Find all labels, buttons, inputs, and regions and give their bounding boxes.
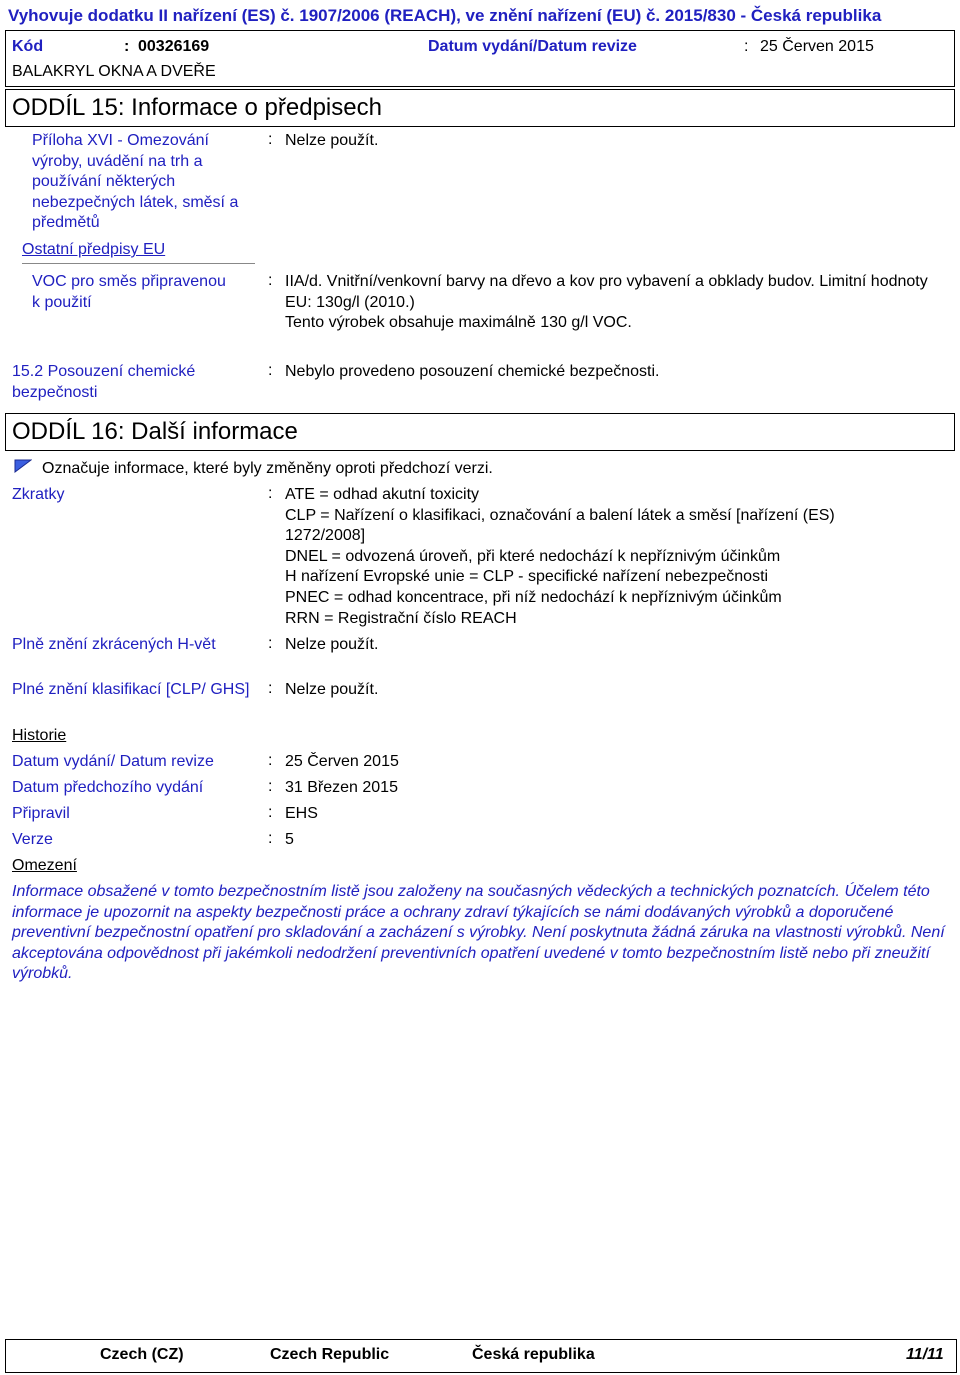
date-label: Datum vydání/Datum revize (428, 38, 637, 55)
footer-language: Czech (CZ) (100, 1346, 184, 1363)
version-value: 5 (285, 831, 294, 848)
voc-value-note: Tento výrobek obsahuje maximálně 130 g/l VOC. (285, 314, 632, 331)
abbreviations-label: Zkratky (12, 486, 65, 503)
chemical-safety-assessment-value: Nebylo provedeno posouzení chemické bezpečnosti. (285, 363, 660, 380)
previous-date-colon: : (268, 778, 273, 795)
issue-date-label: Datum vydání/ Datum revize (12, 753, 214, 770)
h-statements-label: Plně znění zkrácených H-vět (12, 636, 216, 653)
abbreviation-line: RRN = Registrační číslo REACH (285, 609, 517, 627)
h-statements-colon: : (268, 635, 273, 652)
abbreviation-line: H nařízení Evropské unie = CLP - specifické nařízení nebezpečnosti (285, 568, 769, 586)
footer-country-cs: Česká republika (472, 1346, 595, 1363)
prepared-by-colon: : (268, 804, 273, 821)
abbreviation-line: DNEL = odvozená úroveň, při které nedochází k nepříznivým účinkům (285, 547, 781, 565)
chemical-safety-assessment-label: 15.2 Posouzení chemické bezpečnosti (12, 363, 196, 401)
annex-xvi-value: Nelze použít. (285, 132, 379, 149)
other-eu-regulations-label: Ostatní předpisy EU (22, 241, 166, 258)
footer-country-en: Czech Republic (270, 1346, 390, 1363)
previous-date-label: Datum předchozího vydání (12, 779, 204, 796)
abbreviation-line: PNEC = odhad koncentrace, při níž nedochází k nepříznivým účinkům (285, 588, 782, 606)
voc-value: IIA/d. Vnitřní/venkovní barvy na dřevo a kov pro vybavení a obklady budov. Limitní hodnoty EU: 130g/l (2010.) (285, 273, 928, 311)
version-colon: : (268, 830, 273, 847)
blue-triangle-marker-icon (14, 459, 32, 478)
limitation-label: Omezení (12, 857, 77, 874)
product-name: BALAKRYL OKNA A DVEŘE (12, 63, 216, 80)
code-colon: : (124, 38, 130, 55)
section-16-title: ODDÍL 16: Další informace (12, 418, 298, 445)
disclaimer-text: Informace obsažené v tomto bezpečnostním listě jsou založeny na současných vědeckých a technických poznatcích. Účelem této informace je upozornit na aspekty bezpečnosti práce a ochrany zdraví týkajících se námi dodávaných výrobků a doporučené preventivní bezpečnostní opatření pro skladování a zacházení s výrobky. Není poskytnuta žádná záruka na vlastnosti výrobků. Není akceptována odpovědnost při jakémkoli nedodržení preventivních opatření uvedené v tomto bezpečnostním listě nebo při zneužití výrobků. (12, 883, 945, 983)
prepared-by-value: EHS (285, 805, 318, 822)
abbreviations-list (285, 485, 895, 629)
issue-date-value: 25 Červen 2015 (285, 753, 399, 770)
change-note: Označuje informace, které byly změněny oproti předchozí verzi. (42, 460, 493, 477)
annex-xvi-colon: : (268, 131, 273, 148)
divider (22, 263, 255, 264)
classification-label: Plné znění klasifikací [CLP/ GHS] (12, 681, 250, 698)
version-label: Verze (12, 831, 53, 848)
abbreviations-colon: : (268, 485, 273, 502)
voc-colon: : (268, 272, 273, 289)
date-value: 25 Červen 2015 (760, 38, 874, 55)
date-colon: : (744, 38, 749, 55)
classification-value: Nelze použít. (285, 681, 379, 698)
document-header-title: Vyhovuje dodatku II nařízení (ES) č. 1907/2006 (REACH), ve znění nařízení (EU) č. 2015/830 - Česká republika (8, 6, 882, 25)
annex-xvi-label: Příloha XVI - Omezování výroby, uvádění na trh a používání některých nebezpečných látek, směsí a předmětů (32, 132, 239, 232)
abbreviation-line: ATE = odhad akutní toxicity (285, 486, 480, 503)
csa-colon: : (268, 362, 273, 379)
voc-label: VOC pro směs připravenou k použití (32, 273, 226, 311)
issue-date-colon: : (268, 752, 273, 769)
code-value: 00326169 (138, 38, 210, 55)
classification-colon: : (268, 680, 273, 697)
section-15-title: ODDÍL 15: Informace o předpisech (12, 94, 382, 121)
history-label: Historie (12, 727, 67, 744)
h-statements-value: Nelze použít. (285, 636, 379, 653)
previous-date-value: 31 Březen 2015 (285, 779, 398, 796)
prepared-by-label: Připravil (12, 805, 70, 822)
abbreviation-line: CLP = Nařízení o klasifikaci, označování a balení látek a směsí [nařízení (ES) 1272/2008] (285, 506, 835, 545)
code-label: Kód (12, 38, 44, 55)
page-number: 11/11 (906, 1346, 944, 1363)
